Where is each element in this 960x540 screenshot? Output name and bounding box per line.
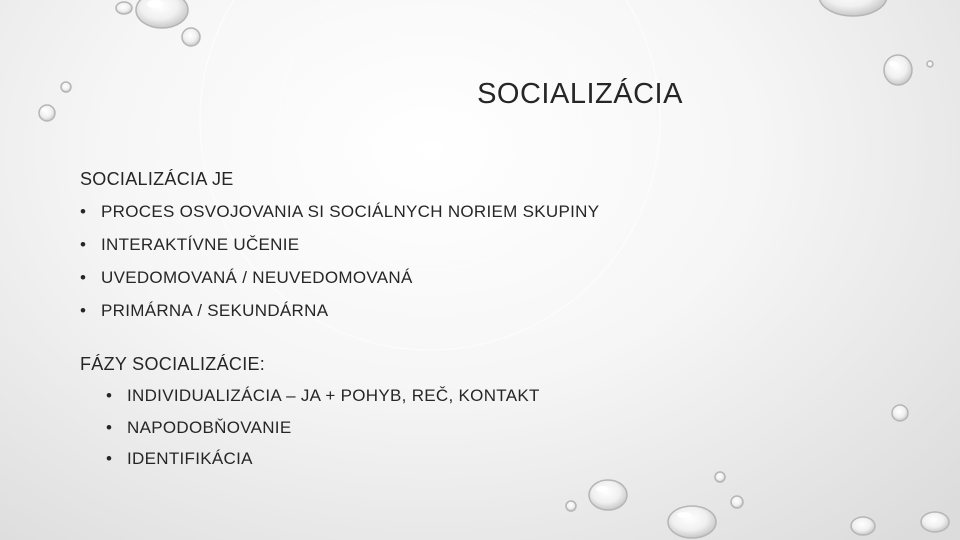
list-item [80,268,900,301]
section-fazy [80,353,900,481]
list-item-text: PRIMÁRNA / SEKUNDÁRNA [101,301,329,320]
bullet-dot: • [106,386,113,405]
bullet-list-fazy-socializacie [106,386,900,481]
list-item [106,449,900,481]
list-item [80,301,900,334]
bullet-dot: • [106,417,113,437]
bullet-dot: • [80,235,87,254]
bullet-dot: • [80,202,87,221]
bullet-list-socializacia-je [80,202,900,334]
list-item-text: PROCES OSVOJOVANIA SI SOCIÁLNYCH NORIEM SKUPINY [101,202,600,221]
list-item [80,202,900,235]
list-item-text: NAPODOBŇOVANIE [127,417,292,437]
list-item [106,418,900,450]
slide-content [80,168,900,481]
bullet-dot: • [80,301,87,320]
bullet-dot: • [80,268,87,287]
bullet-dot: • [106,449,113,468]
list-item [106,386,900,418]
list-item-text: UVEDOMOVANÁ / NEUVEDOMOVANÁ [101,268,413,287]
section-heading-socializacia-je: SOCIALIZÁCIA JE [80,169,234,189]
slide-title: SOCIALIZÁCIA [477,78,683,110]
list-item-text: IDENTIFIKÁCIA [127,449,253,468]
list-item-text: INTERAKTÍVNE UČENIE [101,235,300,254]
list-item [80,235,900,268]
section-heading-fazy-socializacie: FÁZY SOCIALIZÁCIE: [80,354,266,374]
list-item-text: INDIVIDUALIZÁCIA – JA + POHYB, REČ, KONTAKT [127,386,540,405]
